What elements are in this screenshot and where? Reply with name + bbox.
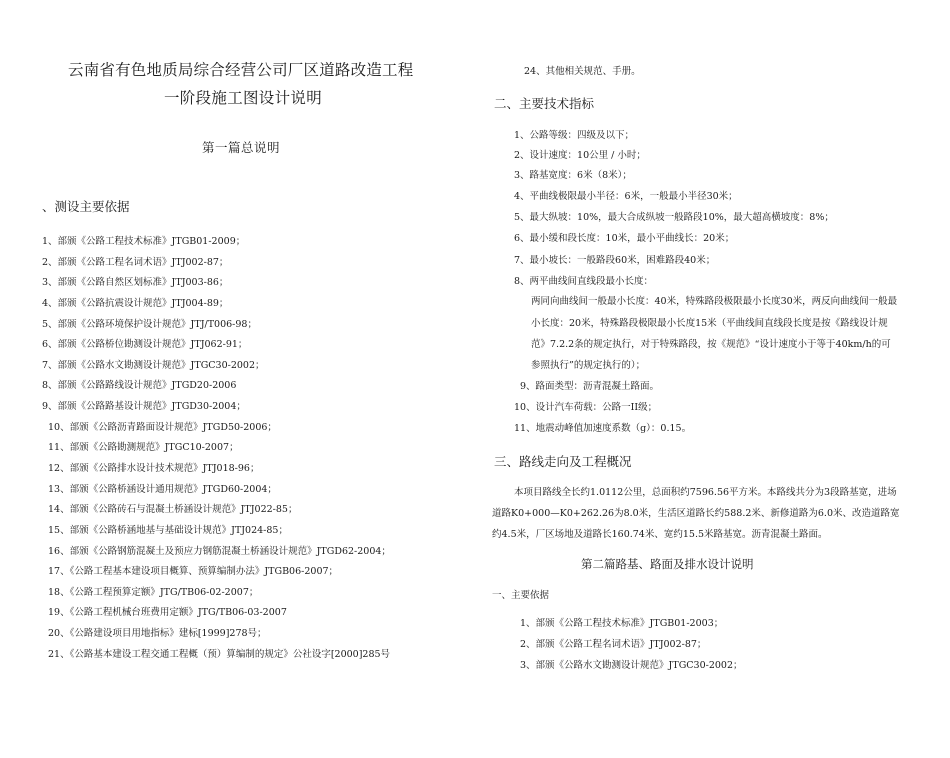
part2-item: 2、部颁《公路工程名词术语》JTJ002-87； [520, 639, 707, 650]
basis-item: 1、部颁《公路工程技术标准》JTGB01-2009； [42, 236, 246, 247]
basis-item-24: 24、其他相关规范、手册。 [524, 66, 641, 77]
basis-item: 8、部颁《公路路线设计规范》JTGD20-2006 [42, 380, 237, 391]
basis-item: 14、部颁《公路砖石与混凝土桥涵设计规范》JTJ022-85； [48, 504, 298, 515]
route-paragraph-line: 道路K0+000—K0+262.26为8.0米，生活区道路长约588.2米、新修道路为6.0米、改造道路宽 [492, 508, 900, 519]
basis-item: 15、部颁《公路桥涵地基与基础设计规范》JTJ024-85； [48, 525, 288, 536]
tech-item8-text: 两同向曲线间一般最小长度：40米，特殊路段极限最小长度30米，两反向曲线间一般最 [531, 296, 898, 307]
part2-heading: 第二篇路基、路面及排水设计说明 [581, 557, 754, 571]
tech-item: 2、设计速度：10公里 / 小时； [514, 150, 646, 161]
document-title: 云南省有色地质局综合经营公司厂区道路改造工程 [68, 61, 414, 79]
basis-section-heading: 、测设主要依据 [42, 199, 130, 214]
basis-item: 10、部颁《公路沥青路面设计规范》JTGD50-2006； [48, 422, 277, 433]
basis-item: 21、《公路基本建设工程交通工程概（预）算编制的规定》公社设字[2000]285号 [48, 649, 391, 660]
basis-item: 17、《公路工程基本建设项目概算、预算编制办法》JTGB06-2007； [48, 566, 339, 577]
tech-section-heading: 二、主要技术指标 [494, 96, 595, 111]
basis-item: 3、部颁《公路自然区划标准》JTJ003-86； [42, 277, 229, 288]
tech-item: 11、地震动峰值加速度系数（g）：0.15。 [514, 423, 692, 434]
tech-item: 8、两平曲线间直线段最小长度： [514, 276, 654, 287]
basis-item: 6、部颁《公路桥位勘测设计规范》JTJ062-91； [42, 339, 248, 350]
tech-item: 6、最小缓和段长度：10米，最小平曲线长：20米； [514, 233, 735, 244]
tech-item8-text: 参照执行”的规定执行的）； [531, 360, 646, 371]
part2-item: 3、部颁《公路水文勘测设计规范》JTGC30-2002； [520, 660, 743, 671]
basis-item: 16、部颁《公路钢筋混凝土及预应力钢筋混凝土桥涵设计规范》JTGD62-2004； [48, 546, 391, 557]
tech-item: 5、最大纵坡：10%，最大合成纵坡一般路段10%，最大超高横坡度：8%； [514, 212, 834, 223]
basis-item: 9、部颁《公路路基设计规范》JTGD30-2004； [42, 401, 246, 412]
tech-item: 4、平曲线极限最小半径：6米，一般最小半径30米； [514, 191, 738, 202]
tech-item: 10、设计汽车荷载：公路一II级； [514, 402, 658, 413]
part2-section-heading: 一、主要依据 [492, 590, 550, 601]
basis-item: 11、部颁《公路勘测规范》JTGC10-2007； [48, 442, 239, 453]
basis-item: 5、部颁《公路环境保护设计规范》JTJ/T006-98； [42, 319, 257, 330]
tech-item: 9、路面类型：沥青混凝土路面。 [520, 381, 660, 392]
basis-item: 18、《公路工程预算定额》JTG/TB06-02-2007； [48, 587, 259, 598]
route-section-heading: 三、路线走向及工程概况 [494, 454, 632, 469]
tech-item8-text: 范》7.2.2条的规定执行，对于特殊路段，按《规范》“设计速度小于等于40km/h的可 [531, 339, 891, 350]
right-column [480, 0, 950, 758]
basis-item: 2、部颁《公路工程名词术语》JTJ002-87； [42, 257, 229, 268]
tech-item: 3、路基宽度：6米（8米）； [514, 170, 632, 181]
document-subtitle: 一阶段施工图设计说明 [164, 89, 323, 107]
basis-item: 19、《公路工程机械台班费用定额》JTG/TB06-03-2007 [48, 607, 287, 618]
basis-item: 4、部颁《公路抗震设计规范》JTJ004-89； [42, 298, 229, 309]
basis-item: 20、《公路建设项目用地指标》建标[1999]278号； [48, 628, 267, 639]
route-paragraph-line: 约4.5米，厂区场地及道路长160.74米、宽约15.5米路基宽。沥青混凝土路面。 [492, 529, 828, 540]
basis-item: 7、部颁《公路水文勘测设计规范》JTGC30-2002； [42, 360, 265, 371]
tech-item8-text: 小长度：20米，特殊路段极限最小长度15米（平曲线间直线段长度是按《路线设计规 [531, 318, 888, 329]
part1-heading: 第一篇总说明 [202, 140, 281, 155]
tech-item: 1、公路等级：四级及以下； [514, 130, 635, 141]
tech-item: 7、最小坡长：一般路段60米，困难路段40米； [514, 255, 716, 266]
basis-item: 12、部颁《公路排水设计技术规范》JTJ018-96； [48, 463, 260, 474]
basis-item: 13、部颁《公路桥涵设计通用规范》JTGD60-2004； [48, 484, 277, 495]
route-paragraph-line: 本项目路线全长约1.0112公里，总面积约7596.56平方米。本路线共分为3段路基宽，进场 [514, 487, 897, 498]
part2-item: 1、部颁《公路工程技术标准》JTGB01-2003； [520, 618, 724, 629]
